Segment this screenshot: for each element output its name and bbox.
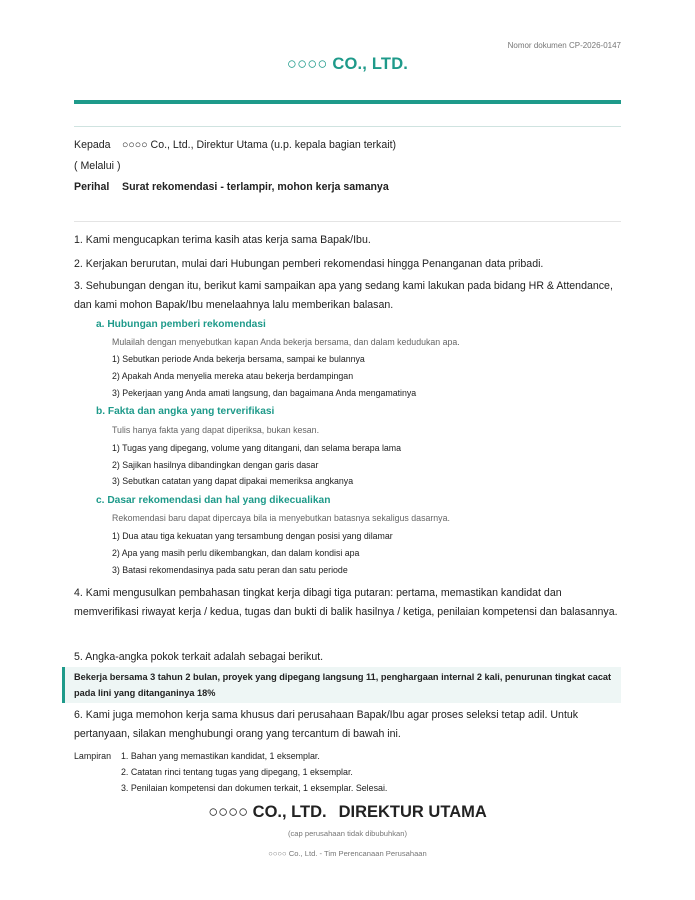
section-a-item: 2) Apakah Anda menyelia mereka atau bekerja berdampingan [112,371,354,381]
section-c-heading: c. Dasar rekomendasi dan hal yang dikecualikan [96,495,331,506]
section-a-item: 3) Pekerjaan yang Anda amati langsung, dan bagaimana Anda mengamatinya [112,388,417,398]
paragraph-1: 1. Kami mengucapkan terima kasih atas kerja sama Bapak/Ibu. [74,234,371,246]
subject-value: Surat rekomendasi - terlampir, mohon kerja samanya [122,181,389,193]
section-a-item: 1) Sebutkan periode Anda bekerja bersama, sampai ke bulannya [112,354,365,364]
seal-note: (cap perusahaan tidak dibubuhkan) [287,829,408,838]
section-b-item: 2) Sajikan hasilnya dibandingkan dengan garis dasar [112,460,319,470]
signature-org: ○○○○ CO., LTD. [208,803,327,821]
recipient-value: ○○○○ Co., Ltd., Direktur Utama (u.p. kepala bagian terkait) [122,139,397,151]
attachments-label: Lampiran [74,751,111,761]
subject-label: Perihal [74,181,110,193]
signature-block [74,803,621,822]
paragraph-4: 4. Kami mengusulkan pembahasan tingkat kerja dibagi tiga putaran: pertama, memastikan kandidat dan memverifikasi riwayat kerja / kedua, tugas dan bukti di balik hasilnya / ketiga, penilaian kompetensi dan balasannya. [74,587,618,618]
section-c-item: 2) Apa yang masih perlu dikembangkan, dan dalam kondisi apa [112,548,360,558]
attachment-item: 3. Penilaian kompetensi dan dokumen terkait, 1 eksemplar. Selesai. [121,783,388,793]
section-b-description: Tulis hanya fakta yang dapat diperiksa, bukan kesan. [112,425,320,435]
organization-title: ○○○○ CO., LTD. [286,55,409,73]
paragraph-2: 2. Kerjakan berurutan, mulai dari Hubungan pemberi rekomendasi hingga Penanganan data pribadi. [74,258,544,270]
signature-title: DIREKTUR UTAMA [338,803,487,821]
recipient-label: Kepada [74,139,111,151]
footer-text: ○○○○ Co., Ltd. - Tim Perencanaan Perusahaan [268,849,427,858]
header-rule [74,100,621,104]
paragraph-5: 5. Angka-angka pokok terkait adalah sebagai berikut. [74,651,324,663]
paragraph-6: 6. Kami juga memohon kerja sama khusus dari perusahaan Bapak/Ibu agar proses seleksi tetap adil. Untuk pertanyaan, silakan menghubungi orang yang tercantum di bawah ini. [74,709,579,740]
section-c-item: 1) Dua atau tiga kekuatan yang tersambung dengan posisi yang dilamar [112,531,393,541]
recipient-line [74,139,396,151]
attachment-item: 1. Bahan yang memastikan kandidat, 1 eksemplar. [121,751,320,761]
section-b-item: 3) Sebutkan catatan yang dapat dipakai memeriksa angkanya [112,476,354,486]
address-divider [74,221,621,222]
attachment-item: 2. Catatan rinci tentang tugas yang dipegang, 1 eksemplar. [121,767,353,777]
section-a-description: Mulailah dengan menyebutkan kapan Anda bekerja bersama, dan dalam kedudukan apa. [112,337,460,347]
document-number: Nomor dokumen CP-2026-0147 [507,41,621,50]
key-figures-highlight: Bekerja bersama 3 tahun 2 bulan, proyek yang dipegang langsung 11, penghargaan internal 2 kali, penurunan tingkat cacat pada lini yang ditanganinya 18% [62,667,621,703]
section-c-item: 3) Batasi rekomendasinya pada satu peran dan satu periode [112,565,348,575]
section-b-item: 1) Tugas yang dipegang, volume yang ditangani, dan selama berapa lama [112,443,402,453]
via-line: ( Melalui ) [74,160,121,172]
section-a-heading: a. Hubungan pemberi rekomendasi [96,319,266,330]
header-sub-rule [74,126,621,127]
section-b-heading: b. Fakta dan angka yang terverifikasi [96,406,275,417]
subject-line [74,181,389,193]
paragraph-3: 3. Sehubungan dengan itu, berikut kami sampaikan apa yang sedang kami lakukan pada bidang HR & Attendance, dan kami mohon Bapak/Ibu menelaahnya lalu memberikan balasan. [74,280,613,311]
section-c-description: Rekomendasi baru dapat dipercaya bila ia menyebutkan batasnya sekaligus dasarnya. [112,513,450,523]
